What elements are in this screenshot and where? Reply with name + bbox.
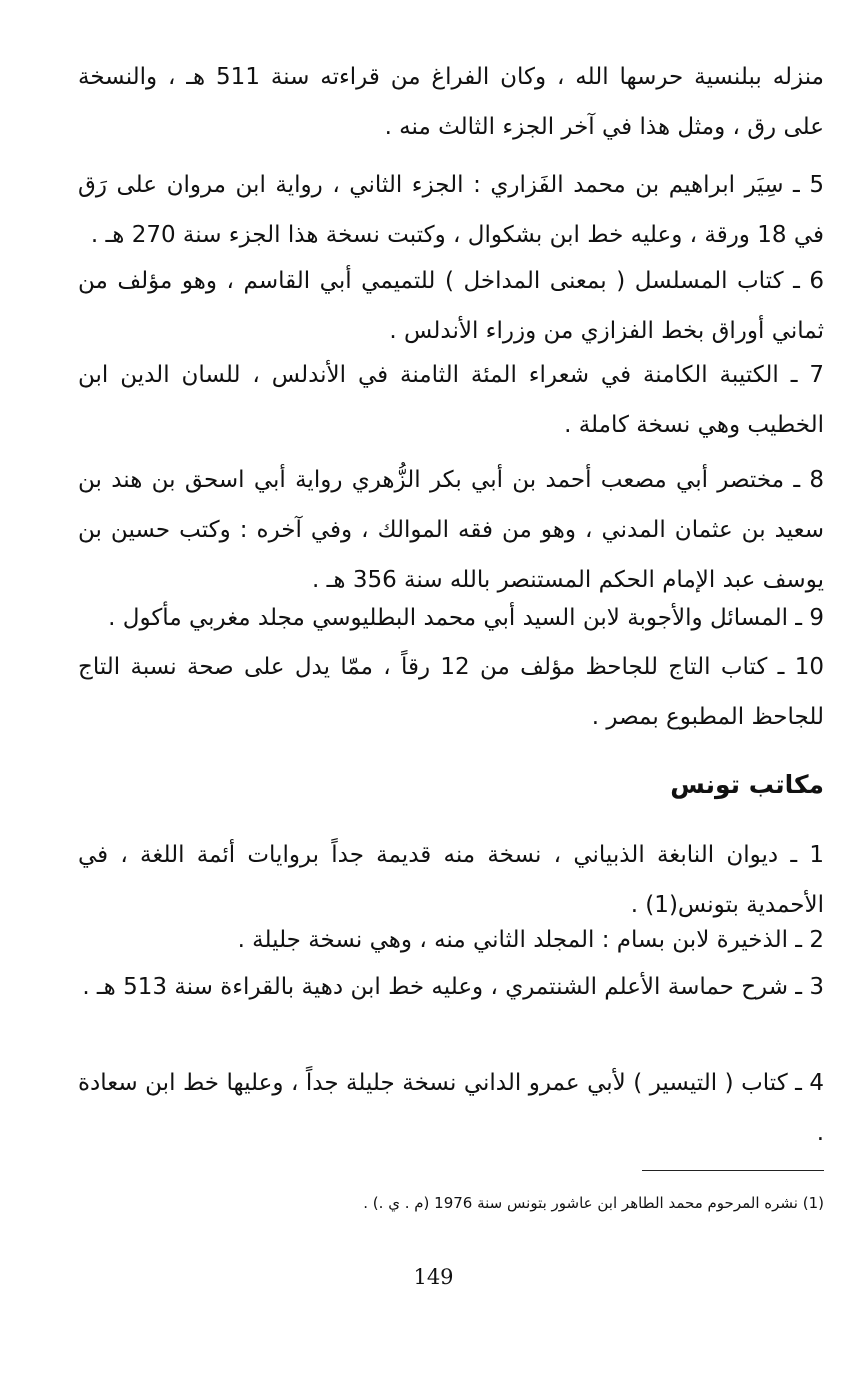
page-number: 149 xyxy=(413,1265,454,1289)
paragraph-item-9: 9 ـ المسائل والأجوبة لابن السيد أبي محمد البطليوسي مجلد مغربي مأكول . xyxy=(108,605,824,631)
footnote-divider xyxy=(642,1170,824,1171)
section-heading: مكاتب تونس xyxy=(670,770,824,799)
tunis-item-4: 4 ـ كتاب ( التيسير ) لأبي عمرو الداني نسخة جليلة جداً ، وعليها خط ابن سعادة . xyxy=(78,1070,824,1146)
paragraph-item-8: 8 ـ مختصر أبي مصعب أحمد بن أبي بكر الزُّهري رواية أبي اسحق بن هند بن سعيد بن عثمان المدني ، وهو من فقه الموالك ، وفي آخره : وكتب حسين بن يوسف عبد الإمام الحكم المستنصر بالله سنة 356 هـ . xyxy=(78,467,824,593)
paragraph-item-10: 10 ـ كتاب التاج للجاحظ مؤلف من 12 رقاً ، ممّا يدل على صحة نسبة التاج للجاحظ المطبوع بمصر . xyxy=(78,654,825,730)
paragraph-item-7: 7 ـ الكتيبة الكامنة في شعراء المئة الثامنة في الأندلس ، للسان الدين ابن الخطيب وهي نسخة كاملة . xyxy=(78,362,824,438)
footnote: (1) نشره المرحوم محمد الطاهر ابن عاشور بتونس سنة 1976 (م . ي .) . xyxy=(363,1194,824,1212)
paragraph-continuation: منزله ببلنسية حرسها الله ، وكان الفراغ من قراءته سنة 511 هـ ، والنسخة على رق ، ومثل هذا في آخر الجزء الثالث منه . xyxy=(78,64,824,140)
tunis-item-1: 1 ـ ديوان النابغة الذبياني ، نسخة منه قديمة جداً بروايات أئمة اللغة ، في الأحمدية بتونس(1) . xyxy=(78,842,824,918)
paragraph-item-5: 5 ـ سِيَر ابراهيم بن محمد الفَزاري : الجزء الثاني ، رواية ابن مروان على رَق في 18 ورقة ، وعليه خط ابن بشكوال ، وكتبت نسخة هذا الجزء سنة 270 هـ . xyxy=(78,172,824,248)
paragraph-item-6: 6 ـ كتاب المسلسل ( بمعنى المداخل ) للتميمي أبي القاسم ، وهو مؤلف من ثماني أوراق بخط الفزازي من وزراء الأندلس . xyxy=(78,268,824,344)
tunis-item-3: 3 ـ شرح حماسة الأعلم الشنتمري ، وعليه خط ابن دهية بالقراءة سنة 513 هـ . xyxy=(82,974,824,1000)
tunis-item-2: 2 ـ الذخيرة لابن بسام : المجلد الثاني منه ، وهي نسخة جليلة . xyxy=(237,927,824,953)
